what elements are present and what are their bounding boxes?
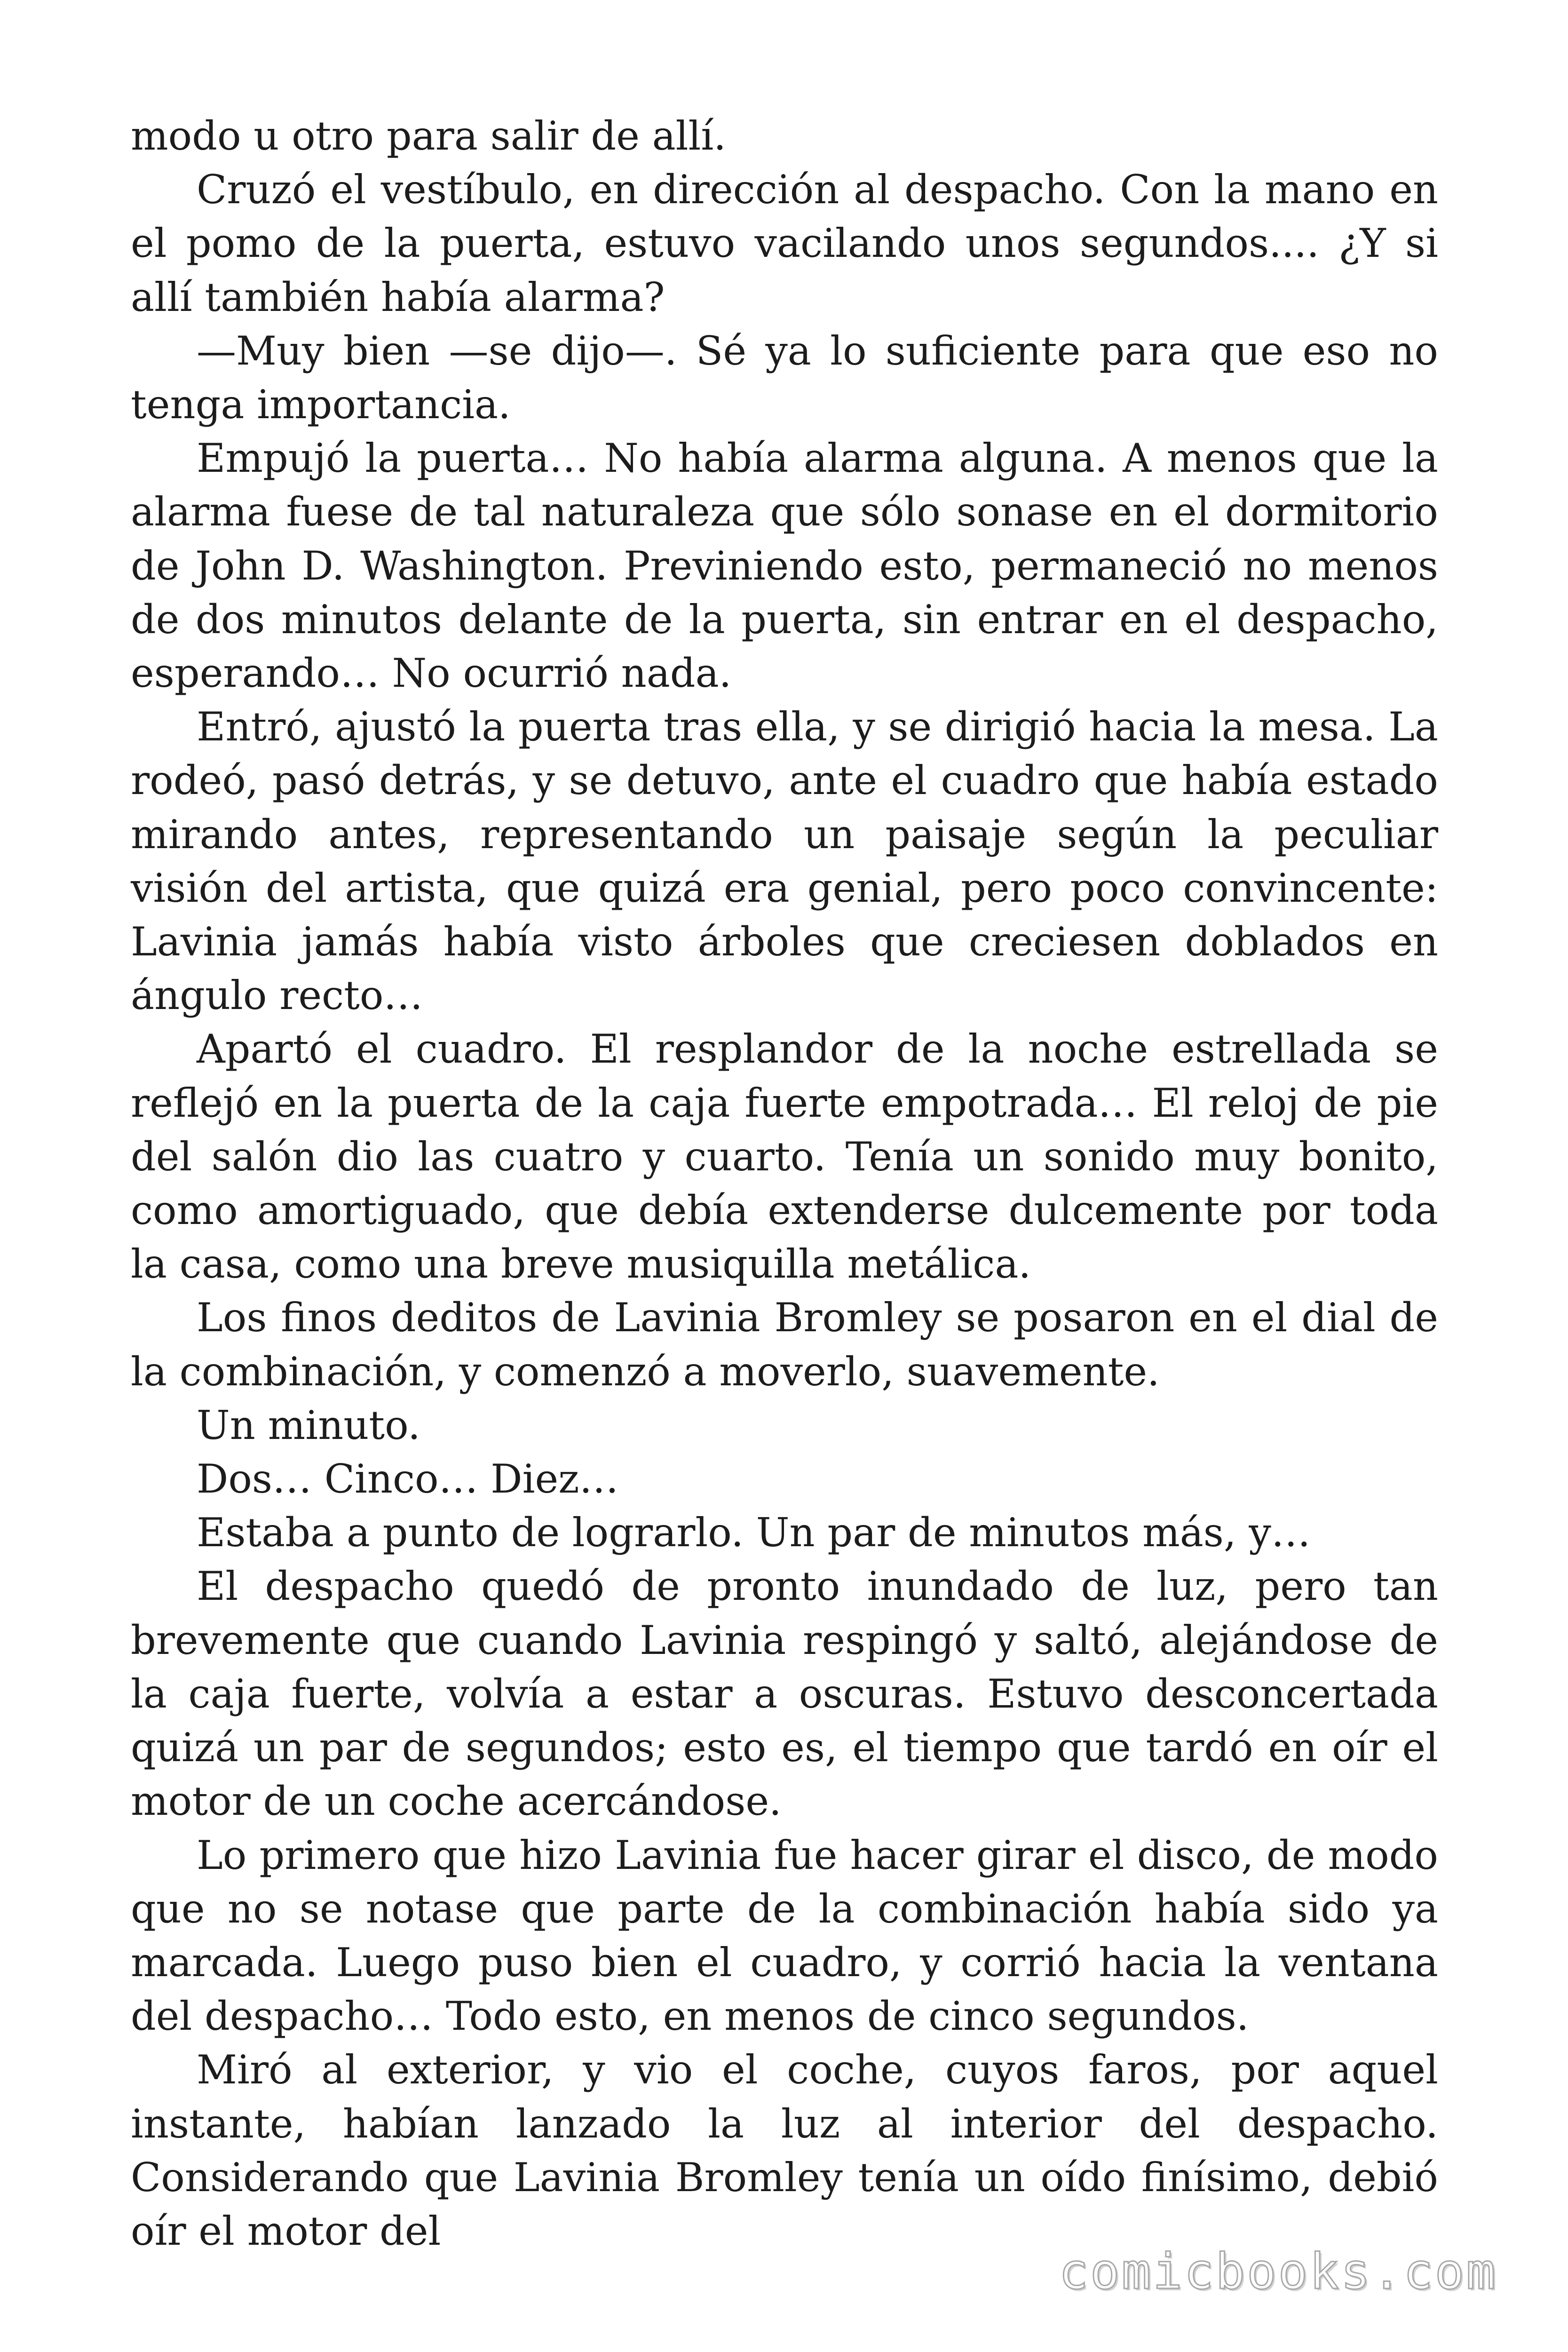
paragraph: Miró al exterior, y vio el coche, cuyos faros, por aquel instante, habían lanzado la luz al interior del despacho. Considerando que Lavinia Bromley tenía un oído finísimo, debió oír el motor del [131, 2047, 1438, 2254]
paragraph: Entró, ajustó la puerta tras ella, y se dirigió hacia la mesa. La rodeó, pasó detrás, y se detuvo, ante el cuadro que había estado mirando antes, representando un paisaje según la peculiar visión del artista, que quizá era genial, pero poco convincente: Lavinia jamás había visto árboles que creciesen doblados en ángulo recto… [131, 704, 1438, 1019]
paragraph: Cruzó el vestíbulo, en dirección al despacho. Con la mano en el pomo de la puerta, estuvo vacilando unos segundos.... ¿Y si allí también había alarma? [131, 167, 1438, 320]
paragraph: Un minuto. [197, 1402, 420, 1448]
paragraph: Lo primero que hizo Lavinia fue hacer girar el disco, de modo que no se notase que parte de la combinación había sido ya marcada. Luego puso bien el cuadro, y corrió hacia la ventana del despacho… Todo esto, en menos de cinco segundos. [131, 1832, 1438, 2040]
paragraph: modo u otro para salir de allí. [131, 113, 726, 159]
paragraph: Dos… Cinco… Diez… [197, 1456, 619, 1502]
body-text [131, 109, 1438, 2258]
paragraph: Estaba a punto de lograrlo. Un par de minutos más, y… [197, 1510, 1311, 1556]
paragraph: Empujó la puerta… No había alarma alguna. A menos que la alarma fuese de tal naturaleza que sólo sonase en el dormitorio de John D. Washington. Previniendo esto, permaneció no menos de dos minutos delante de la puerta, sin entrar en el despacho, esperando… No ocurrió nada. [131, 435, 1438, 697]
paragraph: —Muy bien —se dijo—. Sé ya lo suficiente para que eso no tenga importancia. [131, 327, 1438, 428]
paragraph: El despacho quedó de pronto inundado de luz, pero tan brevemente que cuando Lavinia respingó y saltó, alejándose de la caja fuerte, volvía a estar a oscuras. Estuvo desconcertada quizá un par de segundos; esto es, el tiempo que tardó en oír el motor de un coche acercándose. [131, 1563, 1438, 1825]
paragraph: Apartó el cuadro. El resplandor de la noche estrellada se reflejó en la puerta de la caja fuerte empotrada… El reloj de pie del salón dio las cuatro y cuarto. Tenía un sonido muy bonito, como amortiguado, que debía extenderse dulcemente por toda la casa, como una breve musiquilla metálica. [131, 1026, 1438, 1287]
paragraph: Los finos deditos de Lavinia Bromley se posaron en el dial de la combinación, y comenzó a moverlo, suavemente. [131, 1295, 1438, 1395]
watermark-logo: comicbooks.com [1059, 2243, 1497, 2300]
